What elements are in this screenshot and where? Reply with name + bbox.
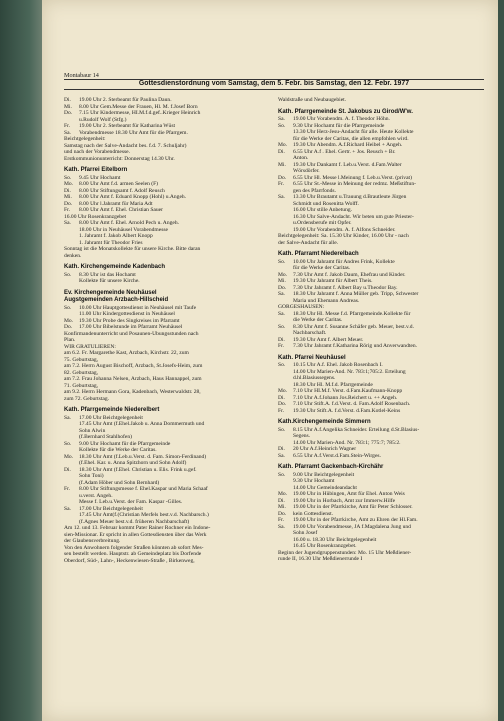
text-line: runde II, 16.30 Uhr Meßdienerrunde I [278, 556, 363, 562]
weekday-label: Sa. [278, 310, 285, 317]
schedule-text: 7.10 Uhr A.f.Johann Jos.Reichert u. ++ Angeh. [293, 394, 398, 401]
weekday-label: So. [278, 323, 286, 330]
weekday-label: Fr. [278, 407, 285, 414]
schedule-text: 1. Jahramt für Theodor Fries [79, 239, 143, 246]
schedule-text: u.Ordensberufe mit Opfer. [293, 220, 352, 226]
section-heading: Ev. Kirchengemeinde Neuhäusel [64, 289, 157, 296]
schedule-text: 7.15 Uhr Kindermesse, HI.M.f.d.gef..Krieger Heinrich [79, 110, 201, 116]
weekday-label: Do. [278, 284, 287, 291]
text-line: Waldstraße und Neubaugebiet. [278, 97, 347, 103]
schedule-text: 18.30 Uhr Hl. M.f.d. Pfarrgemeinde [293, 381, 373, 388]
schedule-row [278, 343, 486, 350]
section-heading: Kath. Pfarramt Gackenbach-Kirchähr [278, 464, 384, 470]
weekday-label: Do. [64, 324, 73, 330]
text-line: 82. Geburtstag, [64, 369, 99, 376]
schedule-text: gen des Pfarrfonds. [293, 187, 336, 194]
schedule-text: 9.00 Uhr Hochamt für die Pfarrgemeinde [79, 440, 171, 447]
schedule-text: 19.00 Uhr in Hübingen, Amt für Ehel. Anton Weis [293, 491, 405, 497]
schedule-text: 10.15 Uhr A.f. Ehel. Jakob Rosenbach I. [293, 362, 383, 368]
schedule-text: Schmidt und Rosenitta Wolff. [293, 200, 359, 207]
weekday-label: So. [278, 426, 286, 433]
weekday-label: Do. [278, 510, 287, 517]
schedule-row [64, 207, 272, 214]
schedule-text: für die Werke der Caritas, die allen empfohlen wird. [293, 135, 409, 142]
schedule-text: 17.45 Uhr Amt (f.Ehel.Jakob u. Anna Dommermuth und [79, 421, 205, 427]
schedule-text: 9.30 Uhr Hochamt [293, 478, 335, 484]
schedule-text: 16.00 Uhr stille Anbetung. [293, 207, 353, 213]
weekday-label: Di. [278, 497, 285, 504]
schedule-text: 19.00 Uhr in der Pfarrkirche, Amt zu Ehren der Hl.Fam. [293, 517, 418, 523]
schedule-text: 18.30 Uhr Amt (f.Ehel. Christian u. Elis. Frink u.gef. [79, 466, 197, 473]
text-line: Beginn der Jugendgruppenstunden: Mo. 15 Uhr Meßdiener- [278, 549, 412, 556]
weekday-label: Sa. [64, 505, 71, 512]
schedule-text: Vorabendmesse 18.30 Uhr Amt für die Pfarrgem. [79, 129, 188, 136]
section-heading: Kath.Kirchengemeinde Simmern [278, 419, 371, 425]
text-line: GÖRGESHAUSEN: [278, 304, 325, 310]
schedule-text: 19.00 Uhr in der Pfarrkirche, Amt für Peter Schlosser. [293, 504, 413, 510]
schedule-text: 19.30 Uhr Abendm. A.f.Richard Heibel + Angeh. [293, 142, 403, 148]
schedule-text: 19.30 Uhr Probe des Singkreises im Pfarramt [79, 317, 180, 324]
text-line: Plan. [64, 337, 76, 343]
weekday-label: Di. [278, 446, 285, 452]
schedule-row [278, 543, 486, 550]
schedule-row [278, 408, 486, 415]
schedule-text: 8.00 Uhr Stiftungsmesse f. Ehel.Kaspar und Maria Schaaf [79, 486, 208, 492]
schedule-text: 11.00 Uhr Kindergottesdienst in Neuhäusel [79, 311, 175, 317]
weekday-label: So. [278, 362, 286, 368]
schedule-text: 20 Uhr A.f.Heinrich Wagner [293, 446, 357, 452]
schedule-row [278, 453, 486, 460]
schedule-text: 7.30 Uhr Jahramt f. Albert Bay u.Theodor Bay. [293, 284, 398, 291]
schedule-text: 17.00 Uhr Beichtgelegenheit [79, 505, 143, 512]
schedule-text: Messe f. Leb.u.Verst. der Fam. Kaspar -Gilles. [79, 499, 183, 505]
schedule-text: d.hl.Blasiussegens. [293, 375, 336, 381]
weekday-label: Do. [64, 110, 73, 116]
schedule-text: 18.30 Uhr Jahramt f. Anna Müller geb. Tripp, Schwester [293, 291, 419, 297]
schedule-text: 7.10 Uhr HI.M.f. Verst. d.Fam.Kaufmann-Knopp [293, 388, 403, 394]
schedule-text: 8.00 Uhr Gem.Messe der Frauen, Hl. M. f.Josef Born [79, 103, 198, 110]
weekday-label: Sa. [64, 414, 71, 421]
text-line: sen bestellt werden. Hauptstr. ab Gemeindeplatz bis Dorfende [64, 551, 202, 557]
schedule-text: 16.00 u. 18.30 Uhr Beichtgelegenheit [293, 536, 377, 543]
weekday-label: Mo. [278, 142, 288, 148]
weekday-label: Sa. [278, 452, 285, 459]
text-line: am 7.2. Herrn August Bischoff, Arzbach, St.Josefs-Heim, zum [64, 363, 203, 369]
weekday-label: So. [278, 258, 286, 265]
schedule-text: Sohn Alwin [79, 427, 106, 434]
schedule-text: 7.30 Uhr Jahramt f.Katharina Rörig und Anverwandten. [293, 343, 418, 349]
weekday-label: Sa. [64, 129, 71, 136]
schedule-text: 6.55 Uhr A.f.Verst.d.Fam.Stein-Wirges. [293, 452, 381, 459]
schedule-text: 19.00 Uhr 2. Sterbeamt für Paulina Daun. [79, 97, 172, 103]
weekday-label: Fr. [278, 343, 285, 349]
weekday-label: Do. [64, 200, 73, 207]
text-line: zum 72. Geburtstag. [64, 395, 109, 402]
text-line: am 7.2. Frau Johanna Nelsen, Arzbach, Haus Hannappel, zum [64, 376, 202, 382]
page-title: Gottesdienstordnung vom Samstag, dem 5. Febr. bis Samstag, den 12. Febr. 1977 [138, 80, 410, 87]
schedule-text: 19.30 Uhr Jahramt für Albert Theis. [293, 278, 373, 284]
schedule-text: Nachbarschaft. [293, 330, 327, 336]
text-line: am 6.2. Fr. Margarethe Kast, Arzbach, Kirchstr. 22, zum [64, 350, 189, 356]
weekday-label: Mi. [278, 278, 286, 284]
weekday-label: Mo. [278, 271, 288, 278]
text-line: Samstag nach der Salve-Andacht bes. f.d. 7. Schuljahr) [64, 142, 187, 149]
schedule-text: (f.Agnes Meuer best.v.d. früheren Nachbarschaft) [79, 518, 190, 525]
weekday-label [64, 278, 79, 285]
schedule-text: für die Werke der Caritas. [293, 265, 351, 271]
page-header-left: Montabaur 14 [64, 72, 99, 79]
text-line: WIR GRATULIEREN: [64, 343, 116, 350]
schedule-text: 14.00 Uhr Marien-And. Nr. 783:1; 775:7; 785:2. [293, 439, 401, 446]
schedule-text: (f.Adam Höber und Sohn Bernhard) [79, 479, 160, 486]
schedule-text: 18.30 Uhr Amt (f.Leb.u.Verst. d. Fam. Simon-Ferdinand) [79, 453, 207, 460]
weekday-label: Sa. [278, 291, 285, 297]
schedule-text: 8.00 Uhr Amt f.d. armen Seelen (F) [79, 181, 159, 187]
schedule-text: u.Rudolf Wolf (Stfg.) [79, 116, 127, 123]
weekday-label: Sa. [278, 116, 285, 122]
schedule-text: 19.00 Uhr Vorabendmesse, JA f.Magdalena Jung und [293, 523, 411, 530]
schedule-text: die Werke der Caritas. [293, 317, 343, 323]
weekday-label: Fr. [278, 181, 285, 187]
section-heading: Kath. Kirchengemeinde Kadenbach [64, 264, 166, 270]
weekday-label: Fr. [278, 517, 285, 523]
schedule-text: 9.30 Uhr Hochamt für die Pfarrgemeinde [293, 122, 385, 129]
schedule-text: 6.55 Uhr Hl. Messe l.Meinung f. Leb.u.Verst. (privat) [293, 174, 412, 181]
text-line: 71. Geburtstag, [64, 382, 99, 389]
schedule-text: (f.Ehel. Kar. u. Anna Spitzhorn und Sohn Adolf) [79, 460, 187, 466]
right-column [278, 97, 486, 563]
text-line: 16.00 Uhr Rosenkranzgebet [64, 213, 127, 220]
weekday-label: Mo. [64, 453, 74, 460]
weekday-label: Sa. [278, 194, 285, 200]
weekday-label: Di. [278, 394, 285, 401]
weekday-label: Mi. [64, 103, 72, 110]
weekday-label: Di. [64, 97, 71, 103]
weekday-label: Do. [278, 174, 287, 181]
schedule-text: 16.45 Uhr Rosenkranzgebet. [293, 543, 357, 549]
schedule-text: Segens. [293, 433, 311, 439]
schedule-text: Anton. [293, 155, 309, 161]
schedule-text: 6.55 Uhr St.-Messe in Meinung der redmz. Meßstiftun- [293, 181, 416, 187]
weekday-label: So. [64, 440, 72, 447]
schedule-text: 8.30 Uhr Amt f. Susanne Schäfer geb. Meuer, best.v.d. [293, 323, 414, 330]
weekday-label: Mo. [278, 491, 288, 497]
text-line: 75. Geburtstag, [64, 356, 99, 363]
weekday-label: Fr. [64, 123, 71, 129]
schedule-text: 19.00 Uhr 2. Sterbeamt für Katharina Wüst [79, 123, 176, 129]
weekday-label: So. [278, 471, 286, 478]
schedule-text: 8.30 Uhr ist das Hochamt [79, 271, 136, 278]
schedule-text: kein Gottesdienst. [293, 510, 334, 517]
weekday-label: Mo. [278, 388, 288, 394]
schedule-text: 8.00 Uhr Amt f. Ehel. Christian Sauer [79, 207, 163, 213]
schedule-text: (f.Bernhard Stahlhofen) [79, 434, 132, 440]
schedule-text: 8.15 Uhr A.f.Angelika Schneider. Erteilung d.St.Blasius- [293, 426, 420, 433]
text-line: sien-Missionar. Er spricht in allen Gottesdiensten über das Werk [64, 531, 207, 538]
text-line: Von den Anwohnern folgender Straßen könnten ab sofort Mes- [64, 544, 204, 551]
schedule-row [64, 278, 272, 285]
weekday-label: So. [64, 271, 72, 278]
schedule-text: 8.00 Uhr l.Jahramt für Maria Adt [79, 200, 153, 207]
section-heading: Kath. Pfarrgemeinde St. Jakobus zu Girod/W'w. [278, 108, 413, 115]
schedule-text: 19.00 Uhr in Horbach, Amt zur Immerw.Hilfe [293, 497, 396, 504]
document-page [42, 0, 498, 721]
schedule-text: u.verst. Angeh. [79, 492, 113, 499]
schedule-text: 14.00 Uhr Marien-And. Nr. 783:1;705:2. Erteilung [293, 368, 406, 375]
schedule-text: 19.30 Uhr Stift.A. f.d.Verst. d.Fam.Kotlel-Keins [293, 407, 401, 414]
schedule-text: 13.30 Uhr Herz-Jesu-Andacht für alle. Heute Kollekte [293, 129, 414, 135]
text-line: Konfirmandenunterricht und Posaunen-Übungsstunden nach [64, 330, 199, 337]
text-line: Beichtgelegenheit: Sa. 15.30 Uhr Kinder, 16.00 Uhr - nach [278, 233, 409, 239]
text-line: Oberdorf, Süd-, Lahn-, Heckenwiesen-Straße , Birkenweg, [64, 557, 195, 564]
weekday-label: Sa. [278, 523, 285, 530]
weekday-label: Mo. [64, 317, 74, 324]
weekday-label: Mi. [278, 161, 286, 168]
weekday-label: Mi. [64, 194, 72, 200]
text-line: Erstkommunionunterricht: Donnerstag 14.30 Uhr. [64, 155, 175, 162]
weekday-label: So. [278, 122, 286, 129]
schedule-text: 18.30 Uhr Hl. Messe f.d. Pfarrgemeinde.Kollekte für [293, 310, 411, 317]
weekday-label: Mo. [64, 181, 74, 187]
schedule-text: Kollekte für unsere Kirche. [79, 278, 140, 284]
title-rule-top [64, 79, 484, 80]
section-heading: Kath. Pfarramt Niederelbach [278, 251, 359, 257]
schedule-text: 8.00 Uhr Amt f. Ehel. Arnold Pech u. Angeh. [79, 220, 179, 226]
schedule-text: 17.45 Uhr Amt(f.(Christian Merfels best.v.d. Nachbarsch.) [79, 512, 209, 518]
schedule-text: 19.00 Uhr Vorabendm. A. f. Theodor Höhn. [293, 116, 390, 122]
schedule-row [64, 324, 272, 331]
text-line: der Salve-Andacht für alle. [278, 239, 339, 246]
schedule-text: 19.30 Uhr Amt f. Albert Meuer. [293, 336, 364, 343]
schedule-text: 9.00 Uhr Beichtgelegenheit [293, 471, 355, 478]
weekday-label: Fr. [64, 207, 71, 213]
weekday-label: Di. [64, 187, 71, 194]
text-line: Beichtgelegenheit: [64, 136, 106, 142]
schedule-text: 8.00 Uhr Stiftungsamt f. Adolf Reusch [79, 187, 165, 194]
schedule-text: 19.30 Uhr Dankamt f. Leb.u.Verst. d.Fam.Walter [293, 161, 402, 168]
schedule-text: Kollekte für die Werke der Caritas. [79, 447, 157, 453]
schedule-text: 16.30 Uhr Salve-Andacht. Wir beten um gute Priester- [293, 213, 414, 220]
schedule-text: 7.10 Uhr Stift.A. f.d.Verst. d. Fam.Adolf Rosenbach. [293, 401, 411, 407]
text-line: denken. [64, 252, 82, 259]
text-line: Am 12. und 13. Februar kommt Pater Rainer Rochner ein Indone- [64, 525, 211, 531]
text-line: und nach der Vorabendmesse. [64, 149, 131, 155]
text-line: der Glaubensverbreitung. [64, 538, 121, 544]
weekday-label: Do. [278, 401, 287, 407]
weekday-label: Di. [278, 148, 285, 155]
schedule-text: 17.00 Uhr Bibelstunde im Pfarramt Neuhäusel [79, 324, 183, 330]
weekday-label [278, 543, 293, 550]
schedule-text: 19.00 Uhr Vorabendm. A. f. Alfons Schneider. [293, 226, 396, 233]
text-line: am 9.2. Herrn Hermann Gora, Kadenbach, Westerwaldstr. 28, [64, 389, 201, 395]
weekday-label: Sa. [64, 220, 71, 226]
schedule-text: Wörsdörfer. [293, 168, 320, 174]
schedule-text: 10.00 Uhr Hauptgottesdienst in Neuhäusel mit Taufe [79, 304, 197, 311]
text-line: Sonntag ist die Monatskollekte für unsere Kirche. Bitte daran [64, 246, 201, 252]
schedule-text: 9.45 Uhr Hochamt [79, 174, 121, 181]
schedule-text: Sohn Josef [293, 530, 318, 536]
weekday-label: Mi. [278, 504, 286, 510]
schedule-text: Sohn Toni) [79, 473, 104, 479]
schedule-text: Maria und Ehemann Andreas. [293, 297, 360, 304]
schedule-text: 8.00 Uhr Amt f. Eduard Knopp (Hohl) u.Angeh. [79, 194, 187, 200]
weekday-label: So. [64, 174, 72, 181]
schedule-text: 18.00 Uhr in Neuhäusel Vorabendmesse [79, 226, 168, 233]
binding-edge [0, 0, 42, 721]
left-column [64, 97, 272, 564]
title-rule-bottom [64, 89, 484, 90]
schedule-text: 6.55 Uhr A.f . Ehel. Gertr. + Jos. Reusch + Br. [293, 148, 396, 155]
weekday-label: Di. [278, 336, 285, 343]
section-heading: Kath. Pfarrei Eitelborn [64, 167, 128, 173]
schedule-text: 14.00 Uhr Gemeindeandacht [293, 484, 357, 491]
schedule-text: 17.00 Uhr Beichtgelegenheit [79, 414, 143, 421]
section-heading: Augstgemeinden Arzbach-Hillscheid [64, 297, 169, 303]
weekday-label: So. [64, 304, 72, 311]
weekday-label: Di. [64, 466, 71, 473]
schedule-text: 13.30 Uhr Brautamt u.Trauung d.Brautleute Jürgen [293, 194, 407, 200]
schedule-text: 10.00 Uhr Jahramt für Andres Frink, Kollekte [293, 258, 395, 265]
schedule-text: 7.30 Uhr Amt f. Jakob Daum, Ehefrau und Kinder. [293, 271, 406, 278]
weekday-label: Fr. [64, 486, 71, 492]
section-heading: Kath. Pfarrei Neuhäusel [278, 354, 346, 361]
schedule-text: 1. Jahramt f. Jakob Albert Knopp [79, 233, 153, 239]
section-heading: Kath. Pfarrgemeinde Niederelbert [64, 407, 160, 413]
